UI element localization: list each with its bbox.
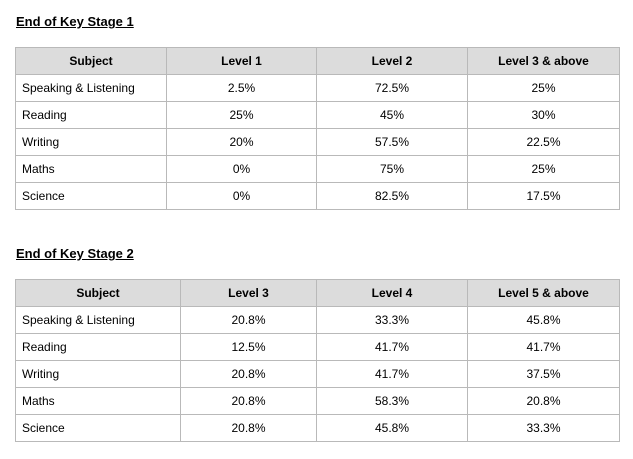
value-cell: 0% <box>167 183 317 210</box>
subject-cell: Science <box>16 183 167 210</box>
subject-cell: Maths <box>16 156 167 183</box>
value-cell: 57.5% <box>317 129 468 156</box>
table-row <box>16 75 620 102</box>
ks2-header-level-5-above: Level 5 & above <box>468 280 620 307</box>
value-cell: 41.7% <box>317 334 468 361</box>
ks1-header-row <box>16 48 620 75</box>
value-cell: 2.5% <box>167 75 317 102</box>
value-cell: 45% <box>317 102 468 129</box>
subject-cell: Maths <box>16 388 181 415</box>
ks1-header-level-3-above: Level 3 & above <box>468 48 620 75</box>
value-cell: 17.5% <box>468 183 620 210</box>
table-row <box>16 183 620 210</box>
ks1-table <box>15 47 620 210</box>
table-row <box>16 102 620 129</box>
value-cell: 41.7% <box>468 334 620 361</box>
ks2-header-level-4: Level 4 <box>317 280 468 307</box>
value-cell: 20.8% <box>181 361 317 388</box>
value-cell: 0% <box>167 156 317 183</box>
value-cell: 45.8% <box>317 415 468 442</box>
ks2-header-row <box>16 280 620 307</box>
table-row <box>16 334 620 361</box>
value-cell: 20.8% <box>468 388 620 415</box>
value-cell: 33.3% <box>468 415 620 442</box>
value-cell: 25% <box>468 75 620 102</box>
table-row <box>16 415 620 442</box>
subject-cell: Speaking & Listening <box>16 75 167 102</box>
table-row <box>16 129 620 156</box>
value-cell: 25% <box>468 156 620 183</box>
value-cell: 33.3% <box>317 307 468 334</box>
value-cell: 30% <box>468 102 620 129</box>
ks2-header-subject: Subject <box>16 280 181 307</box>
subject-cell: Reading <box>16 102 167 129</box>
subject-cell: Science <box>16 415 181 442</box>
ks1-header-level-2: Level 2 <box>317 48 468 75</box>
value-cell: 20.8% <box>181 307 317 334</box>
value-cell: 20.8% <box>181 415 317 442</box>
ks2-title: End of Key Stage 2 <box>16 246 134 261</box>
table-row <box>16 361 620 388</box>
value-cell: 45.8% <box>468 307 620 334</box>
subject-cell: Writing <box>16 361 181 388</box>
value-cell: 20% <box>167 129 317 156</box>
subject-cell: Reading <box>16 334 181 361</box>
ks1-title: End of Key Stage 1 <box>16 14 134 29</box>
value-cell: 22.5% <box>468 129 620 156</box>
value-cell: 72.5% <box>317 75 468 102</box>
value-cell: 82.5% <box>317 183 468 210</box>
value-cell: 12.5% <box>181 334 317 361</box>
table-row <box>16 388 620 415</box>
value-cell: 41.7% <box>317 361 468 388</box>
value-cell: 25% <box>167 102 317 129</box>
table-row <box>16 156 620 183</box>
ks1-header-level-1: Level 1 <box>167 48 317 75</box>
value-cell: 37.5% <box>468 361 620 388</box>
ks1-header-subject: Subject <box>16 48 167 75</box>
ks2-header-level-3: Level 3 <box>181 280 317 307</box>
value-cell: 20.8% <box>181 388 317 415</box>
value-cell: 75% <box>317 156 468 183</box>
value-cell: 58.3% <box>317 388 468 415</box>
subject-cell: Writing <box>16 129 167 156</box>
subject-cell: Speaking & Listening <box>16 307 181 334</box>
ks2-table <box>15 279 620 442</box>
table-row <box>16 307 620 334</box>
